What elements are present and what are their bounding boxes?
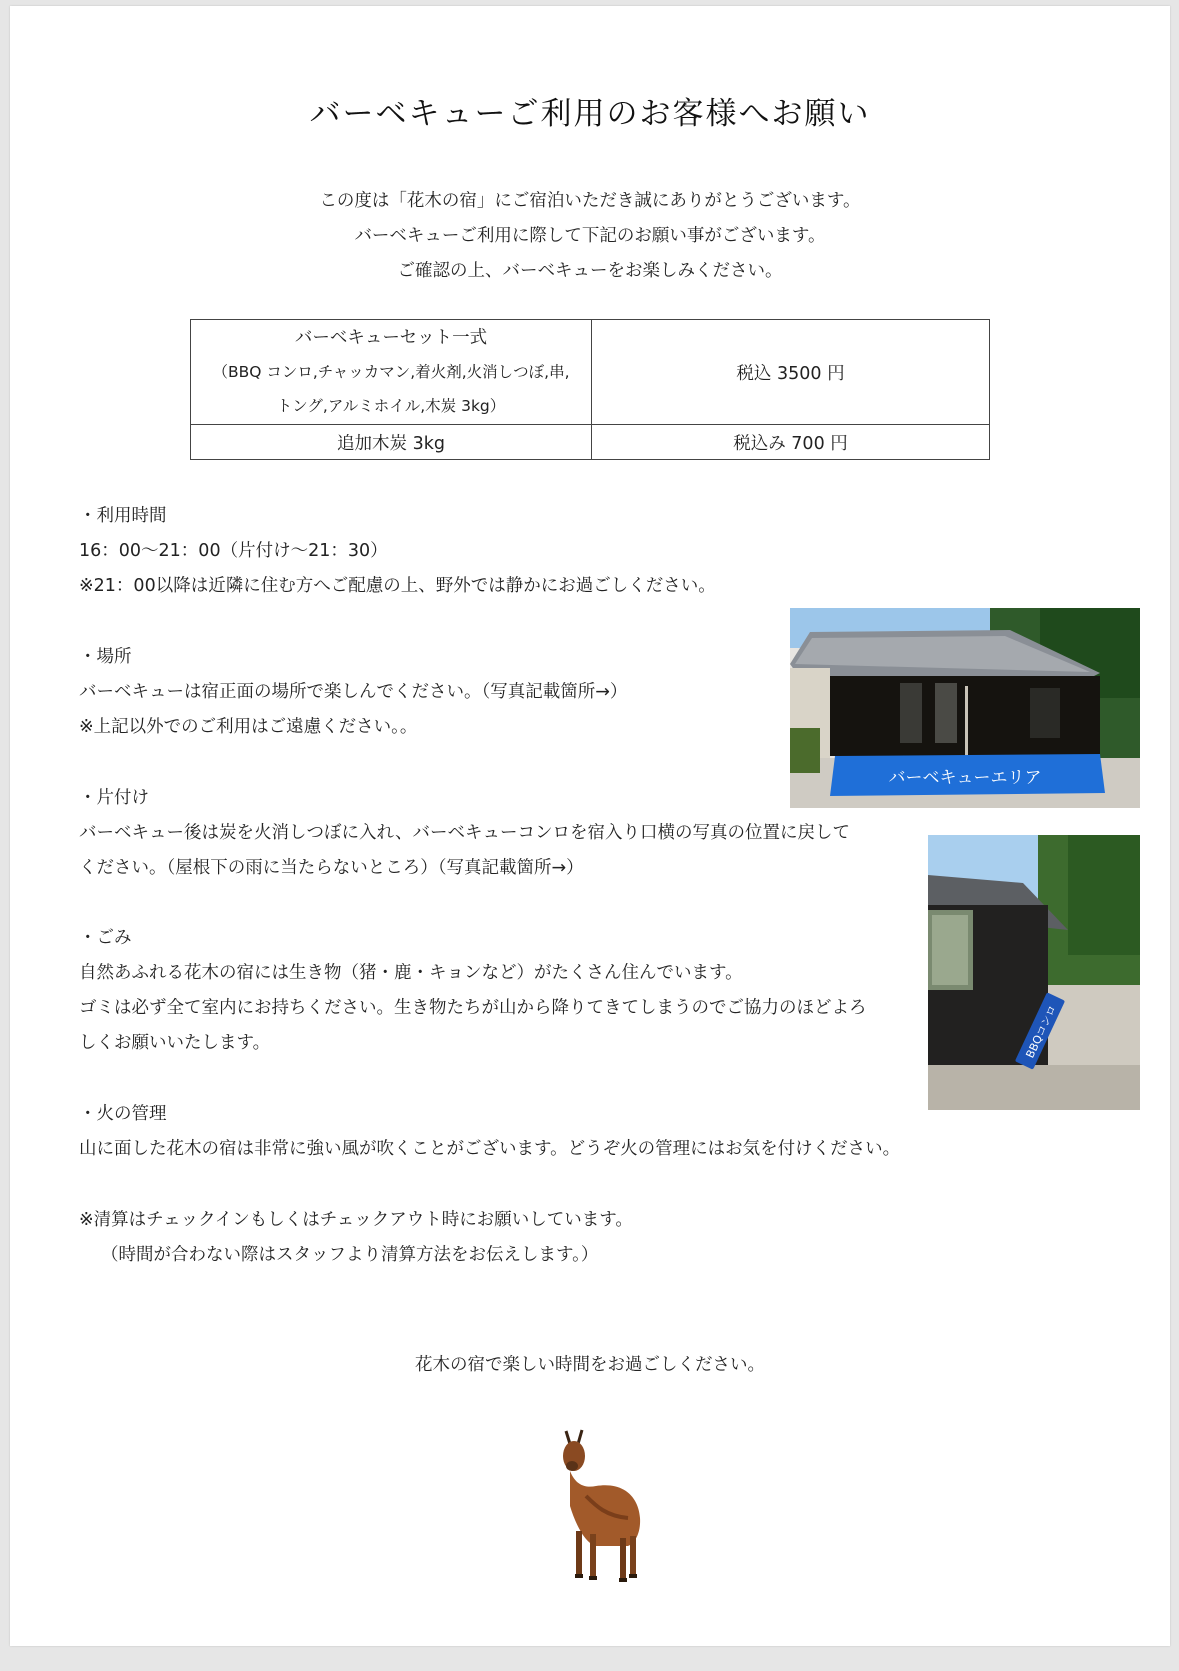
place-heading: ・場所 [79, 647, 132, 667]
cleanup-line-1: バーベキュー後は炭を火消しつぼに入れ、バーベキューコンロを宿入り口横の写真の位置に戻して [79, 823, 851, 843]
fire-section [79, 1097, 900, 1167]
cleanup-line-2: ください。（屋根下の雨に当たらないところ）（写真記載箇所→） [79, 858, 584, 878]
closing-message: 花木の宿で楽しい時間をお過ごしください。 [415, 1355, 765, 1375]
payment-section [79, 1203, 633, 1273]
intro-line-2: バーベキューご利用に際して下記のお願い事がございます。 [354, 226, 826, 246]
hours-line-1: 16：00～21：00（片付け～21：30） [79, 541, 388, 561]
intro-line-1: この度は「花木の宿」にご宿泊いただき誠にありがとうございます。 [319, 191, 861, 211]
hours-section [79, 499, 716, 604]
hours-heading: ・利用時間 [79, 506, 167, 526]
price-table [190, 319, 990, 460]
place-line-2: ※上記以外でのご利用はご遠慮ください。。 [79, 717, 418, 737]
page-title: バーベキューご利用のお客様へお願い [309, 96, 871, 132]
table-row [191, 320, 990, 425]
table-row [191, 425, 990, 460]
extra-charcoal-cell: 追加木炭 3kg [191, 425, 592, 460]
set-name: バーベキューセット一式 [294, 328, 488, 348]
fire-line-1: 山に面した花木の宿は非常に強い風が吹くことがございます。どうぞ火の管理にはお気を付けください。 [79, 1139, 901, 1159]
bbq-area-caption: バーベキューエリア [888, 768, 1042, 788]
extra-price-cell: 税込み 700 円 [592, 425, 990, 460]
set-price-cell: 税込 3500 円 [592, 320, 990, 425]
bbq-grill-caption: BBQコンロ [1023, 1003, 1060, 1061]
payment-line-1: ※清算はチェックインもしくはチェックアウト時にお願いしています。 [79, 1210, 633, 1230]
bbq-grill-photo [928, 835, 1140, 1110]
bbq-area-photo [790, 608, 1140, 808]
garbage-line-3: しくお願いいたします。 [79, 1033, 271, 1053]
set-contents-2: トング,アルミホイル,木炭 3kg） [276, 397, 506, 415]
cleanup-heading: ・片付け [79, 788, 149, 808]
intro-text [10, 184, 1170, 289]
garbage-line-2: ゴミは必ず全て室内にお持ちください。生き物たちが山から降りてきてしまうのでご協力のほどよろ [79, 998, 867, 1018]
place-section [79, 640, 627, 745]
payment-line-2: （時間が合わない際はスタッフより清算方法をお伝えします。） [101, 1245, 599, 1265]
garbage-section [79, 921, 867, 1061]
fire-heading: ・火の管理 [79, 1104, 167, 1124]
hours-line-2: ※21：00以降は近隣に住む方へご配慮の上、野外では静かにお過ごしください。 [79, 576, 716, 596]
garbage-line-1: 自然あふれる花木の宿には生き物（猪・鹿・キョンなど）がたくさん住んでいます。 [79, 963, 743, 983]
place-line-1: バーベキューは宿正面の場所で楽しんでください。（写真記載箇所→） [79, 682, 628, 702]
set-description-cell [191, 320, 592, 425]
garbage-heading: ・ごみ [79, 928, 132, 948]
set-contents-1: （BBQ コンロ,チャッカマン,着火剤,火消しつぼ,串, [212, 363, 570, 381]
cleanup-section [79, 781, 850, 886]
deer-illustration [536, 1426, 656, 1586]
document-page [10, 6, 1170, 1646]
intro-line-3: ご確認の上、バーベキューをお楽しみください。 [397, 261, 783, 281]
